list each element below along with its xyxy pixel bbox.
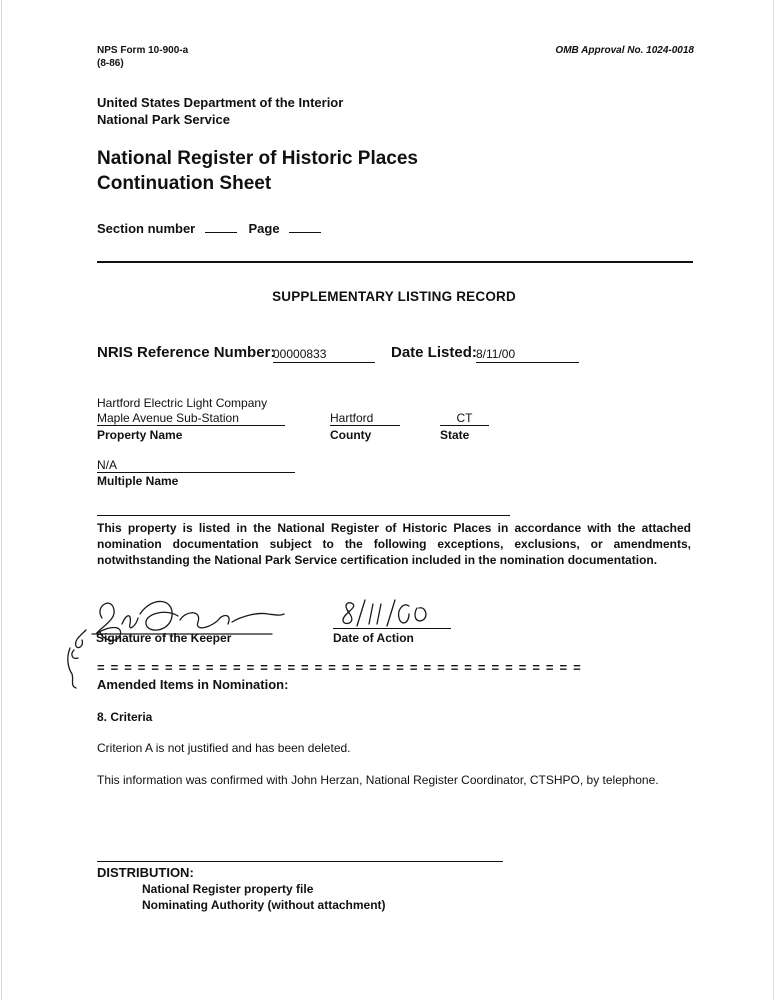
header-rule (97, 261, 693, 263)
date-listed-value: 8/11/00 (476, 347, 579, 363)
listing-statement: This property is listed in the National Register of Historic Places in accordance with the attached nomination documentation subject to the following exceptions, exclusions, or amendments, notwithstanding the National Park Service certification included in the nomination documentation. (97, 521, 691, 567)
county-label: County (330, 428, 372, 442)
distribution-heading: DISTRIBUTION: (97, 865, 194, 880)
state-value: CT (440, 411, 489, 426)
section-number-label: Section number (97, 221, 196, 236)
page-subtitle: Continuation Sheet (97, 173, 272, 194)
section-number-blank (205, 220, 237, 233)
property-name-label: Property Name (97, 428, 183, 442)
statement-rule (97, 515, 510, 516)
section-page-line (97, 220, 321, 236)
state-label: State (440, 428, 470, 442)
property-name-line1: Hartford Electric Light Company (97, 396, 268, 410)
date-of-action-field (333, 598, 451, 629)
confirmation-text: This information was confirmed with John Herzan, National Register Coordinator, CTSHPO, by telephone. (97, 773, 659, 787)
section-divider: = = = = = = = = = = = = = = = = = = = = = = = = = = = = = = = = = = = = (97, 660, 582, 675)
scan-edge-left (1, 0, 2, 1000)
scan-edge-right (773, 0, 774, 1000)
multiple-name-value: N/A (97, 458, 295, 473)
date-listed-label: Date Listed: (391, 344, 477, 361)
handwritten-date-image (333, 598, 451, 628)
form-number: NPS Form 10-900-a (97, 45, 189, 56)
county-value: Hartford (330, 411, 400, 426)
date-of-action-label: Date of Action (333, 631, 414, 645)
criteria-text: Criterion A is not justified and has been deleted. (97, 741, 351, 755)
form-revision: (8-86) (97, 58, 124, 69)
criteria-heading: 8. Criteria (97, 710, 153, 724)
page-label: Page (248, 221, 280, 236)
distribution-item: National Register property file (142, 882, 314, 896)
record-heading: SUPPLEMENTARY LISTING RECORD (272, 289, 516, 304)
multiple-name-label: Multiple Name (97, 474, 179, 488)
omb-approval: OMB Approval No. 1024-0018 (555, 45, 694, 56)
page-title: National Register of Historic Places (97, 148, 418, 169)
nris-reference-value: 00000833 (273, 347, 375, 363)
nris-reference-label: NRIS Reference Number: (97, 344, 276, 361)
amended-items-heading: Amended Items in Nomination: (97, 677, 289, 692)
distribution-rule (97, 861, 503, 862)
property-name-line2: Maple Avenue Sub-Station (97, 411, 285, 426)
signature-of-keeper-label: Signature of the Keeper (96, 631, 232, 645)
page-number-blank (289, 220, 321, 233)
department-name: United States Department of the Interior (97, 95, 344, 110)
service-name: National Park Service (97, 112, 230, 127)
distribution-item: Nominating Authority (without attachment) (142, 898, 386, 912)
